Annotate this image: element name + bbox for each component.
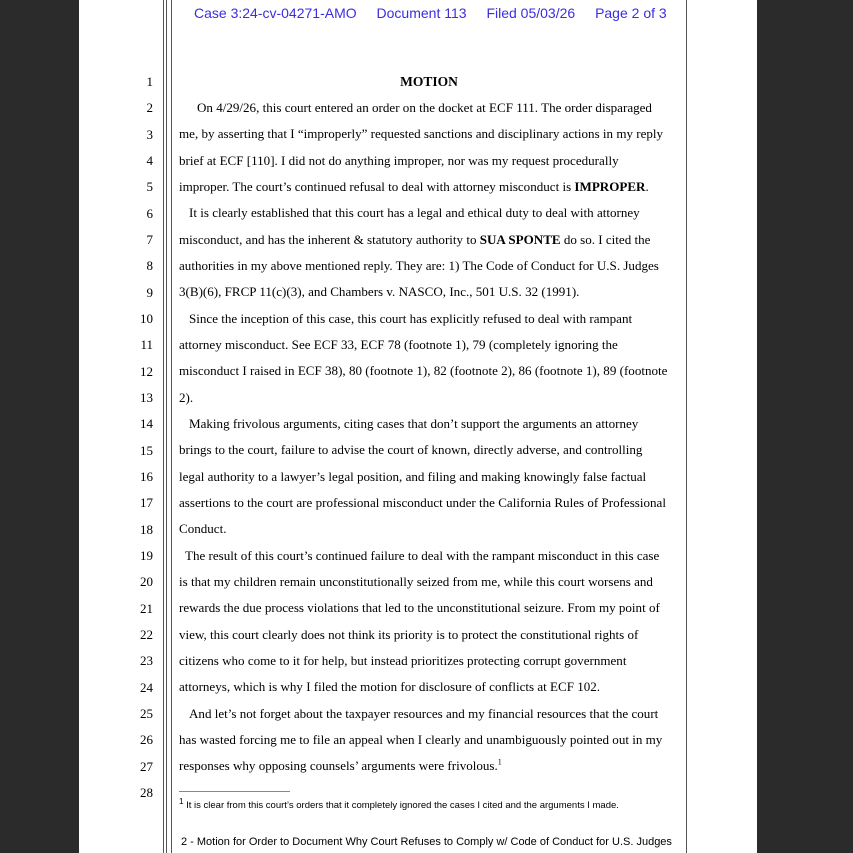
left-margin-rule bbox=[163, 0, 164, 853]
body-line: Making frivolous arguments, citing cases that don’t support the arguments an attorney bbox=[189, 415, 639, 431]
line-text: do so. I cited the bbox=[560, 231, 651, 247]
document-page bbox=[79, 0, 757, 853]
footnote-marker: 1 bbox=[179, 796, 184, 806]
body-line: is that my children remain unconstitutionally seized from me, while this court worsens and bbox=[179, 573, 653, 589]
line-number: 20 bbox=[140, 574, 153, 590]
body-line: 2). bbox=[179, 389, 194, 405]
line-number: 14 bbox=[140, 416, 153, 432]
body-line: assertions to the court are professional misconduct under the California Rules of Professional bbox=[179, 494, 666, 510]
footnote-text: It is clear from this court’s orders that it completely ignored the cases I cited and the arguments I made. bbox=[186, 800, 619, 811]
line-text: . bbox=[645, 178, 649, 194]
line-number: 6 bbox=[146, 205, 153, 221]
footnote-reference: 1 bbox=[497, 757, 502, 767]
line-text: misconduct, and has the inherent & statutory authority to bbox=[179, 231, 480, 247]
line-text: improper. The court’s continued refusal to deal with attorney misconduct is bbox=[179, 178, 575, 194]
line-number: 3 bbox=[146, 126, 153, 142]
body-line: legal authority to a lawyer’s legal position, and filing and making knowingly false factual bbox=[179, 468, 647, 484]
line-number: 16 bbox=[140, 468, 153, 484]
line-number: 28 bbox=[140, 784, 153, 800]
line-number: 9 bbox=[146, 284, 153, 300]
body-line: brief at ECF [110]. I did not do anything improper, nor was my request procedurally bbox=[179, 152, 619, 168]
line-number: 17 bbox=[140, 495, 153, 511]
body-line: It is clearly established that this court has a legal and ethical duty to deal with attorney bbox=[189, 205, 640, 221]
line-number: 1 bbox=[146, 74, 153, 89]
body-line: Conduct. bbox=[179, 521, 227, 537]
line-number: 19 bbox=[140, 547, 153, 563]
body-line: The result of this court’s continued failure to deal with the rampant misconduct in this case bbox=[185, 547, 660, 563]
body-line: view, this court clearly does not think its priority is to protect the constitutional rights of bbox=[179, 626, 639, 642]
line-number: 24 bbox=[140, 679, 153, 695]
footnote bbox=[179, 796, 619, 811]
body-line: attorney misconduct. See ECF 33, ECF 78 (footnote 1), 79 (completely ignoring the bbox=[179, 336, 618, 352]
line-number: 2 bbox=[146, 100, 153, 116]
body-line: has wasted forcing me to file an appeal when I clearly and unambiguously pointed out in my bbox=[179, 731, 663, 747]
line-number: 13 bbox=[140, 389, 153, 405]
ecf-header bbox=[194, 5, 667, 21]
line-number: 23 bbox=[140, 653, 153, 669]
body-line bbox=[179, 232, 650, 248]
footnote-divider bbox=[179, 791, 290, 792]
line-number: 25 bbox=[140, 705, 153, 721]
emphasized-text: IMPROPER bbox=[574, 178, 646, 194]
page-footer: 2 - Motion for Order to Document Why Court Refuses to Comply w/ Code of Conduct for U.S. Judges bbox=[181, 836, 672, 848]
document-number: Document 113 bbox=[376, 5, 467, 21]
case-number: Case 3:24-cv-04271-AMO bbox=[194, 5, 357, 21]
line-number: 7 bbox=[146, 231, 153, 247]
body-line: And let’s not forget about the taxpayer resources and my financial resources that the court bbox=[189, 705, 659, 721]
line-number: 10 bbox=[140, 310, 153, 326]
line-number: 22 bbox=[140, 626, 153, 642]
document-title: MOTION bbox=[400, 74, 458, 89]
filed-date: Filed 05/03/26 bbox=[486, 5, 576, 21]
line-text: responses why opposing counsels’ arguments were frivolous. bbox=[179, 758, 498, 774]
line-number: 27 bbox=[140, 758, 153, 774]
body-line: 3(B)(6), FRCP 11(c)(3), and Chambers v. NASCO, Inc., 501 U.S. 32 (1991). bbox=[179, 284, 580, 300]
body-line: Since the inception of this case, this court has explicitly refused to deal with rampant bbox=[189, 310, 633, 326]
body-line: authorities in my above mentioned reply. They are: 1) The Code of Conduct for U.S. Judges bbox=[179, 257, 659, 273]
line-number: 12 bbox=[140, 363, 153, 379]
body-line: citizens who come to it for help, but instead prioritizes protecting corrupt government bbox=[179, 652, 627, 668]
line-number: 8 bbox=[146, 258, 153, 274]
body-line: On 4/29/26, this court entered an order on the docket at ECF 111. The order disparaged bbox=[197, 100, 652, 115]
line-number: 21 bbox=[140, 600, 153, 616]
line-number: 15 bbox=[140, 442, 153, 458]
body-line: brings to the court, failure to advise the court of known, directly adverse, and controlling bbox=[179, 442, 643, 458]
left-margin-rule bbox=[166, 0, 167, 853]
body-line: me, by asserting that I “improperly” requested sanctions and disciplinary actions in my reply bbox=[179, 126, 664, 142]
body-line: rewards the due process violations that led to the unconstitutional seizure. From my point of bbox=[179, 600, 660, 616]
body-line: attorneys, which is why I filed the motion for disclosure of conflicts at ECF 102. bbox=[179, 679, 601, 695]
line-number: 5 bbox=[146, 179, 153, 195]
right-margin-rule bbox=[686, 0, 687, 853]
line-number: 11 bbox=[140, 337, 153, 353]
line-number: 4 bbox=[146, 152, 153, 168]
body-line bbox=[179, 179, 649, 195]
left-margin-rule bbox=[171, 0, 172, 853]
line-number: 26 bbox=[140, 732, 153, 748]
body-line: misconduct I raised in ECF 38), 80 (footnote 1), 82 (footnote 2), 86 (footnote 1), 89 (footnote bbox=[179, 363, 668, 379]
emphasized-text: SUA SPONTE bbox=[479, 231, 561, 247]
body-line bbox=[179, 758, 502, 774]
page-indicator: Page 2 of 3 bbox=[595, 5, 667, 21]
line-number: 18 bbox=[140, 521, 153, 537]
